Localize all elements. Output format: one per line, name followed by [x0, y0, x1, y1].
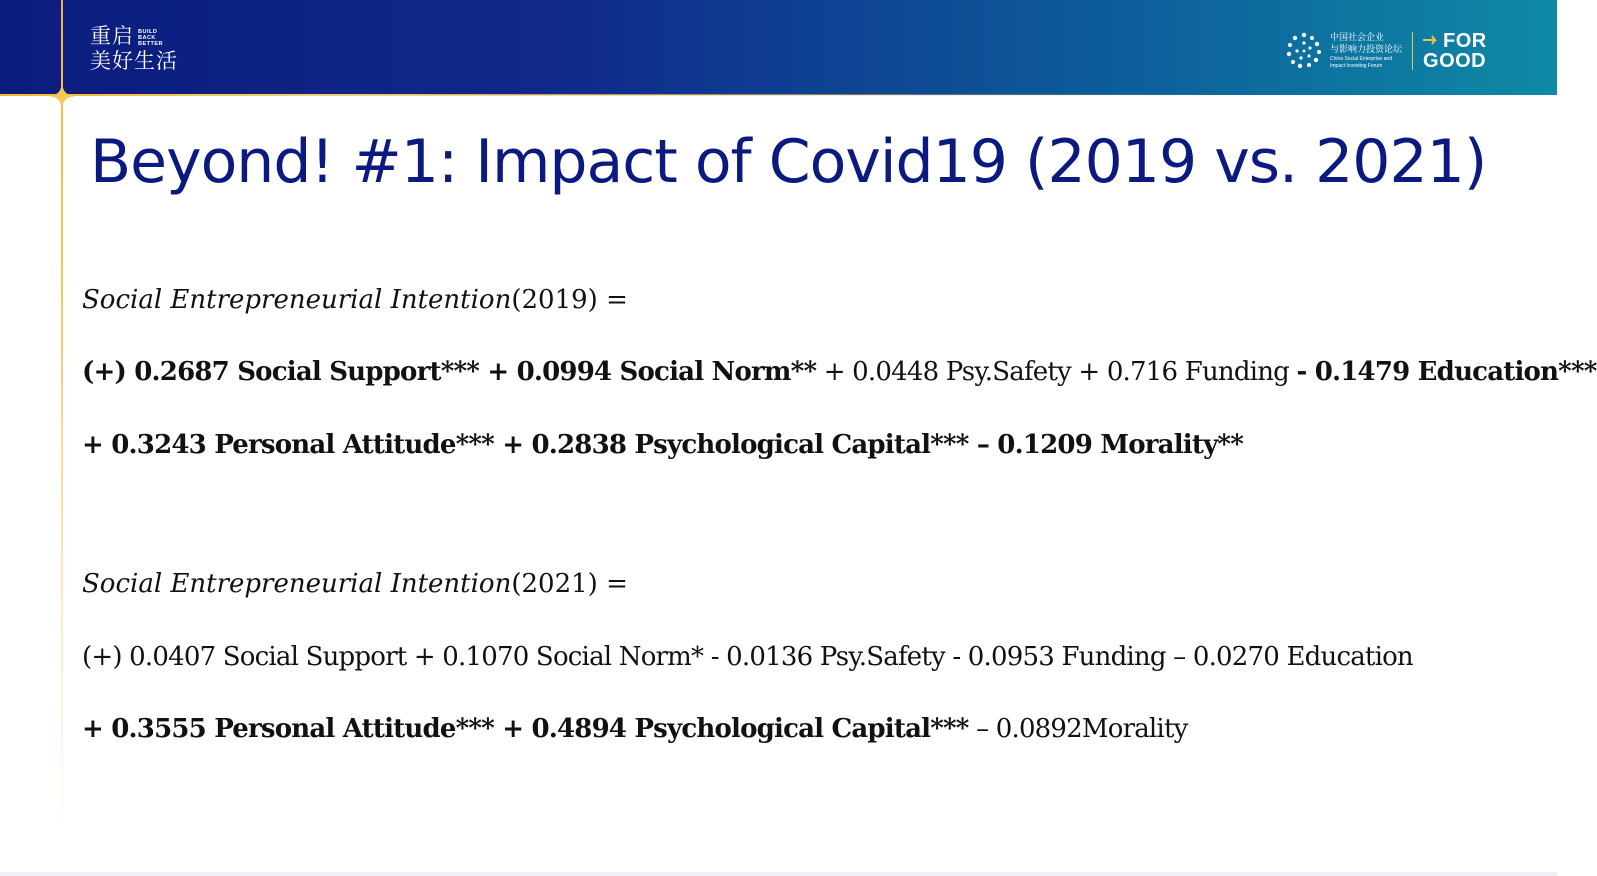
for-good-line1: FOR	[1443, 30, 1487, 52]
equation-lhs: Social Entrepreneurial Intention	[82, 285, 512, 315]
equation-term: + 0.3243 Personal Attitude*** + 0.2838 Psychological Capital*** – 0.1209 Morality**	[82, 430, 1243, 460]
forum-name	[1330, 32, 1402, 70]
forum-en-line2: Impact Investing Forum	[1330, 63, 1383, 69]
arrow-icon	[1423, 35, 1441, 45]
equation-year: (2021) =	[511, 569, 628, 599]
for-good-line2: GOOD	[1423, 50, 1487, 72]
build-back-better-logo	[90, 24, 178, 76]
equation-2019-header	[82, 282, 628, 318]
equation-term: (+) 0.0407 Social Support + 0.1070 Social Norm* - 0.0136 Psy.Safety - 0.0953 Funding – 0.0270 Education	[82, 642, 1413, 672]
equation-2021-line1	[82, 639, 1413, 675]
equation-term: – 0.0892Morality	[968, 714, 1188, 744]
forum-cn-line2: 与影响力投资论坛	[1330, 45, 1403, 55]
equation-year: (2019) =	[511, 285, 628, 315]
logo-en-line: BETTER	[138, 40, 163, 47]
logo-en-line: BUILD	[138, 28, 158, 35]
equation-2019-line1	[82, 354, 1597, 390]
sparkle-icon	[48, 82, 76, 110]
slide-title: Beyond! #1: Impact of Covid19 (2019 vs. 2021)	[90, 127, 1487, 197]
logo-en-line: BACK	[138, 34, 156, 41]
logo-cn-line1: 重启	[90, 24, 134, 48]
for-good-logo	[1423, 31, 1487, 71]
equation-term: + 0.0448 Psy.Safety + 0.716 Funding	[816, 357, 1297, 387]
equation-lhs: Social Entrepreneurial Intention	[82, 569, 512, 599]
equation-2021-header	[82, 566, 628, 602]
equation-2021-line2	[82, 711, 1188, 747]
logo-cn-line2: 美好生活	[90, 49, 178, 73]
bottom-border	[0, 872, 1557, 876]
equation-2019-line2	[82, 427, 1243, 463]
forum-logo	[1284, 24, 1487, 78]
logo-en-text	[138, 29, 163, 47]
forum-emblem-icon	[1284, 31, 1324, 71]
gold-divider-vertical	[61, 0, 63, 840]
gold-divider-horizontal	[0, 94, 1557, 96]
forum-en-line1: China Social Enterprise and	[1330, 56, 1392, 62]
equation-term: (+) 0.2687 Social Support*** + 0.0994 Social Norm**	[82, 357, 817, 387]
equation-term: + 0.3555 Personal Attitude*** + 0.4894 Psychological Capital***	[82, 714, 969, 744]
logo-divider	[1412, 32, 1413, 70]
forum-cn-line1: 中国社会企业	[1330, 33, 1385, 43]
equation-term: - 0.1479 Education***	[1296, 357, 1597, 387]
